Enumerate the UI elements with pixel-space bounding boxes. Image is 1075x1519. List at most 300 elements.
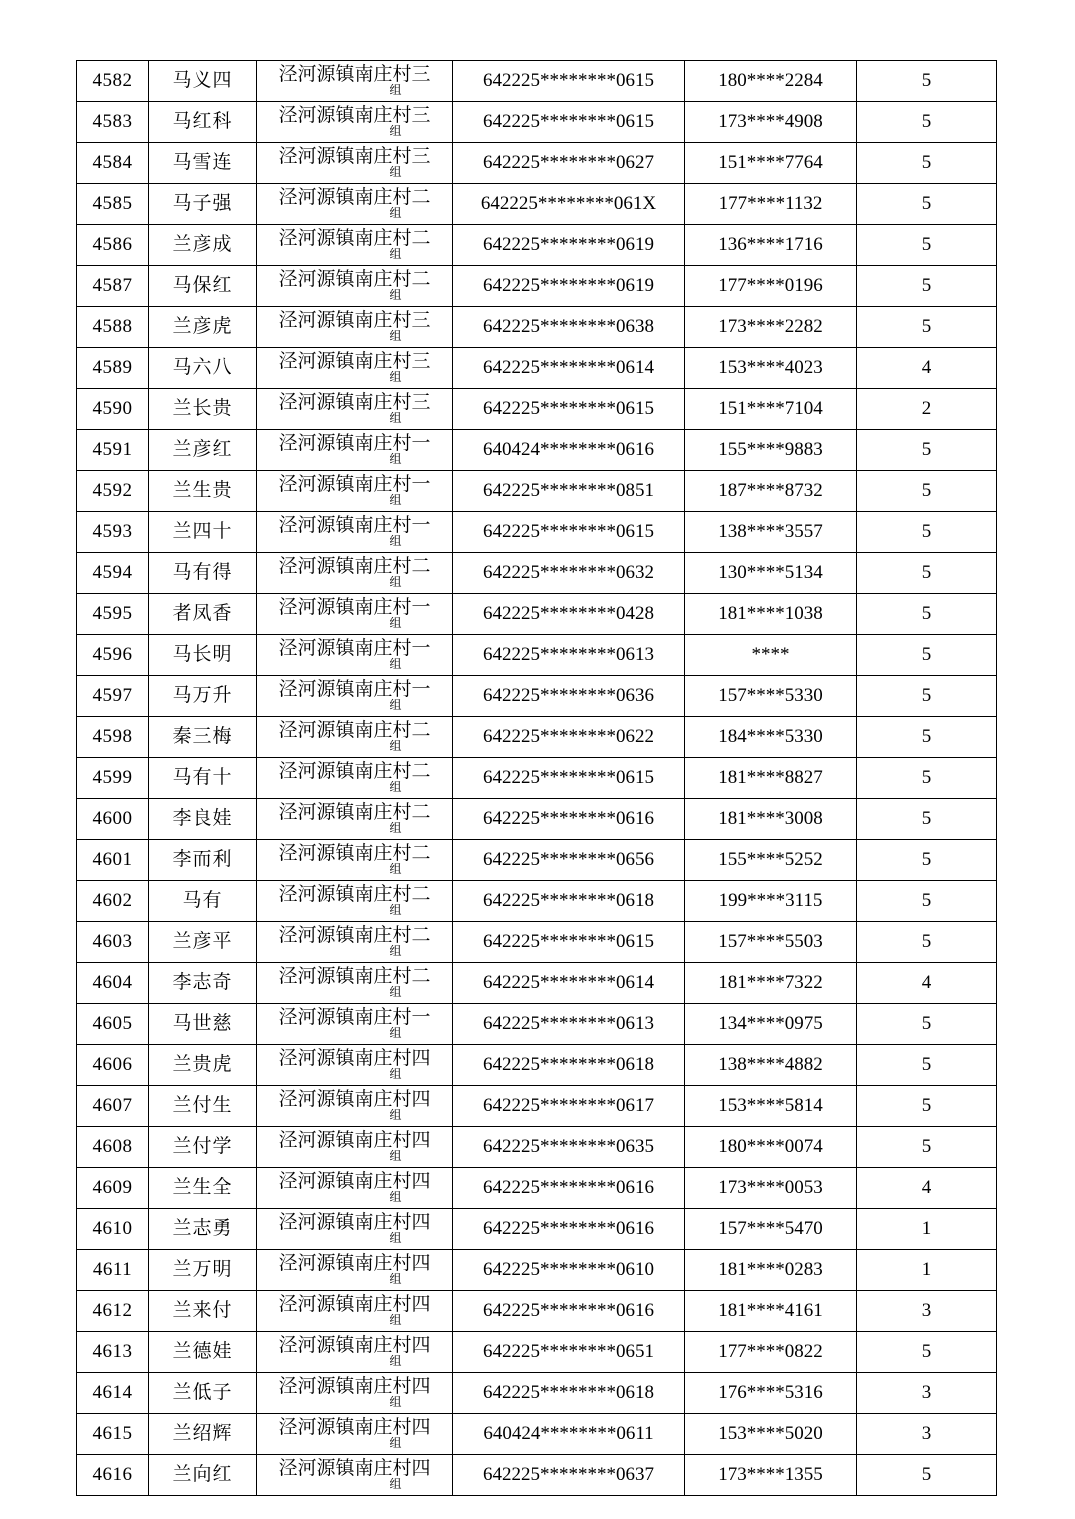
cell-phone: 173****2282: [685, 307, 857, 348]
address-line-primary: 泾河源镇南庄村一: [278, 597, 431, 619]
table-row: [77, 1414, 997, 1455]
cell-count: 5: [857, 922, 997, 963]
cell-address: [257, 1086, 453, 1127]
cell-count: 5: [857, 266, 997, 307]
address-line-primary: 泾河源镇南庄村四: [278, 1376, 431, 1398]
address-line-suffix: 组: [389, 247, 402, 262]
cell-count: 5: [857, 881, 997, 922]
address-line-suffix: 组: [389, 493, 402, 508]
address-line-primary: 泾河源镇南庄村三: [278, 351, 431, 373]
table-row: [77, 553, 997, 594]
cell-index: 4614: [77, 1373, 149, 1414]
cell-phone: 184****5330: [685, 717, 857, 758]
table-row: [77, 758, 997, 799]
address-line-suffix: 组: [389, 1477, 402, 1492]
cell-id-number: 642225********0615: [453, 512, 685, 553]
address-line-suffix: 组: [389, 1436, 402, 1451]
cell-index: 4603: [77, 922, 149, 963]
table-row: [77, 430, 997, 471]
cell-index: 4599: [77, 758, 149, 799]
cell-id-number: 642225********0618: [453, 1045, 685, 1086]
address-line-suffix: 组: [389, 83, 402, 98]
cell-phone: 181****0283: [685, 1250, 857, 1291]
cell-index: 4601: [77, 840, 149, 881]
cell-index: 4587: [77, 266, 149, 307]
cell-address: [257, 1414, 453, 1455]
cell-id-number: 642225********0610: [453, 1250, 685, 1291]
cell-index: 4606: [77, 1045, 149, 1086]
cell-phone: 157****5330: [685, 676, 857, 717]
cell-address: [257, 553, 453, 594]
table-row: [77, 512, 997, 553]
cell-phone: 173****4908: [685, 102, 857, 143]
cell-count: 3: [857, 1373, 997, 1414]
table-row: [77, 61, 997, 102]
cell-name: 兰彦红: [149, 430, 257, 471]
cell-address: [257, 635, 453, 676]
cell-count: 1: [857, 1250, 997, 1291]
address-line-suffix: 组: [389, 1190, 402, 1205]
table-row: [77, 307, 997, 348]
table-row: [77, 348, 997, 389]
cell-count: 4: [857, 963, 997, 1004]
cell-id-number: 642225********0618: [453, 881, 685, 922]
address-line-primary: 泾河源镇南庄村四: [278, 1171, 431, 1193]
cell-count: 5: [857, 225, 997, 266]
cell-id-number: 642225********0613: [453, 1004, 685, 1045]
address-line-suffix: 组: [389, 698, 402, 713]
cell-address: [257, 430, 453, 471]
address-line-primary: 泾河源镇南庄村二: [278, 720, 431, 742]
cell-address: [257, 881, 453, 922]
cell-name: 兰万明: [149, 1250, 257, 1291]
address-line-suffix: 组: [389, 657, 402, 672]
table-row: [77, 1332, 997, 1373]
address-line-primary: 泾河源镇南庄村二: [278, 187, 431, 209]
cell-name: 马雪连: [149, 143, 257, 184]
table-row: [77, 389, 997, 430]
cell-count: 3: [857, 1291, 997, 1332]
cell-name: 兰来付: [149, 1291, 257, 1332]
cell-address: [257, 143, 453, 184]
address-line-primary: 泾河源镇南庄村四: [278, 1212, 431, 1234]
table-row: [77, 1168, 997, 1209]
address-line-suffix: 组: [389, 575, 402, 590]
cell-id-number: 642225********0616: [453, 799, 685, 840]
cell-name: 李志奇: [149, 963, 257, 1004]
cell-count: 5: [857, 635, 997, 676]
cell-id-number: 642225********0616: [453, 1209, 685, 1250]
cell-name: 者凤香: [149, 594, 257, 635]
table-row: [77, 471, 997, 512]
address-line-primary: 泾河源镇南庄村二: [278, 228, 431, 250]
cell-phone: 153****4023: [685, 348, 857, 389]
cell-id-number: 642225********0614: [453, 963, 685, 1004]
cell-count: 5: [857, 430, 997, 471]
cell-id-number: 642225********0636: [453, 676, 685, 717]
cell-index: 4608: [77, 1127, 149, 1168]
address-line-suffix: 组: [389, 903, 402, 918]
roster-table-body: [77, 61, 997, 1496]
address-line-suffix: 组: [389, 1231, 402, 1246]
cell-count: 5: [857, 102, 997, 143]
cell-index: 4607: [77, 1086, 149, 1127]
cell-name: 兰低子: [149, 1373, 257, 1414]
cell-name: 李良娃: [149, 799, 257, 840]
cell-count: 5: [857, 61, 997, 102]
cell-index: 4609: [77, 1168, 149, 1209]
cell-name: 马有: [149, 881, 257, 922]
cell-name: 兰生贵: [149, 471, 257, 512]
cell-count: 5: [857, 758, 997, 799]
cell-address: [257, 1373, 453, 1414]
cell-address: [257, 1127, 453, 1168]
table-row: [77, 881, 997, 922]
address-line-suffix: 组: [389, 1149, 402, 1164]
cell-id-number: 642225********0617: [453, 1086, 685, 1127]
cell-phone: 155****9883: [685, 430, 857, 471]
cell-name: 兰生全: [149, 1168, 257, 1209]
table-row: [77, 676, 997, 717]
cell-count: 5: [857, 717, 997, 758]
cell-index: 4611: [77, 1250, 149, 1291]
cell-phone: 134****0975: [685, 1004, 857, 1045]
address-line-suffix: 组: [389, 411, 402, 426]
address-line-suffix: 组: [389, 165, 402, 180]
cell-address: [257, 389, 453, 430]
address-line-primary: 泾河源镇南庄村四: [278, 1335, 431, 1357]
address-line-primary: 泾河源镇南庄村二: [278, 884, 431, 906]
cell-id-number: 642225********0656: [453, 840, 685, 881]
table-row: [77, 225, 997, 266]
cell-id-number: 642225********0638: [453, 307, 685, 348]
table-row: [77, 963, 997, 1004]
cell-name: 兰彦成: [149, 225, 257, 266]
cell-phone: 157****5503: [685, 922, 857, 963]
cell-index: 4613: [77, 1332, 149, 1373]
cell-phone: 181****4161: [685, 1291, 857, 1332]
cell-name: 兰付生: [149, 1086, 257, 1127]
table-row: [77, 1086, 997, 1127]
cell-index: 4591: [77, 430, 149, 471]
cell-id-number: 642225********0632: [453, 553, 685, 594]
cell-phone: 181****7322: [685, 963, 857, 1004]
address-line-suffix: 组: [389, 329, 402, 344]
roster-table: [76, 60, 997, 1496]
cell-phone: 155****5252: [685, 840, 857, 881]
cell-id-number: 642225********0615: [453, 389, 685, 430]
cell-name: 兰志勇: [149, 1209, 257, 1250]
cell-address: [257, 1291, 453, 1332]
address-line-primary: 泾河源镇南庄村二: [278, 269, 431, 291]
cell-name: 秦三梅: [149, 717, 257, 758]
cell-name: 兰彦平: [149, 922, 257, 963]
cell-id-number: 642225********0614: [453, 348, 685, 389]
cell-index: 4610: [77, 1209, 149, 1250]
cell-name: 兰德娃: [149, 1332, 257, 1373]
cell-name: 兰贵虎: [149, 1045, 257, 1086]
cell-address: [257, 471, 453, 512]
address-line-primary: 泾河源镇南庄村二: [278, 843, 431, 865]
cell-count: 5: [857, 1127, 997, 1168]
cell-name: 马有得: [149, 553, 257, 594]
address-line-primary: 泾河源镇南庄村一: [278, 638, 431, 660]
cell-address: [257, 676, 453, 717]
cell-name: 马有十: [149, 758, 257, 799]
cell-name: 马长明: [149, 635, 257, 676]
cell-index: 4592: [77, 471, 149, 512]
cell-name: 兰彦虎: [149, 307, 257, 348]
address-line-suffix: 组: [389, 1026, 402, 1041]
address-line-suffix: 组: [389, 1272, 402, 1287]
cell-phone: 177****1132: [685, 184, 857, 225]
address-line-suffix: 组: [389, 1067, 402, 1082]
cell-index: 4582: [77, 61, 149, 102]
address-line-suffix: 组: [389, 534, 402, 549]
cell-name: 兰付学: [149, 1127, 257, 1168]
cell-address: [257, 266, 453, 307]
table-row: [77, 1045, 997, 1086]
table-row: [77, 1455, 997, 1496]
table-row: [77, 840, 997, 881]
cell-id-number: 642225********0637: [453, 1455, 685, 1496]
address-line-primary: 泾河源镇南庄村三: [278, 105, 431, 127]
cell-count: 5: [857, 1455, 997, 1496]
cell-count: 5: [857, 143, 997, 184]
address-line-primary: 泾河源镇南庄村四: [278, 1089, 431, 1111]
cell-name: 兰向红: [149, 1455, 257, 1496]
table-row: [77, 1127, 997, 1168]
cell-phone: 187****8732: [685, 471, 857, 512]
address-line-primary: 泾河源镇南庄村一: [278, 1007, 431, 1029]
table-row: [77, 266, 997, 307]
cell-count: 5: [857, 1332, 997, 1373]
cell-index: 4605: [77, 1004, 149, 1045]
cell-phone: 153****5020: [685, 1414, 857, 1455]
address-line-suffix: 组: [389, 616, 402, 631]
cell-count: 4: [857, 348, 997, 389]
cell-index: 4589: [77, 348, 149, 389]
cell-index: 4602: [77, 881, 149, 922]
address-line-primary: 泾河源镇南庄村二: [278, 925, 431, 947]
cell-address: [257, 184, 453, 225]
address-line-suffix: 组: [389, 1395, 402, 1410]
address-line-suffix: 组: [389, 985, 402, 1000]
cell-count: 5: [857, 512, 997, 553]
cell-id-number: 642225********0619: [453, 266, 685, 307]
address-line-primary: 泾河源镇南庄村三: [278, 392, 431, 414]
address-line-primary: 泾河源镇南庄村三: [278, 146, 431, 168]
cell-address: [257, 799, 453, 840]
table-row: [77, 717, 997, 758]
cell-address: [257, 758, 453, 799]
address-line-suffix: 组: [389, 206, 402, 221]
address-line-suffix: 组: [389, 944, 402, 959]
address-line-primary: 泾河源镇南庄村二: [278, 966, 431, 988]
cell-count: 5: [857, 676, 997, 717]
cell-count: 5: [857, 307, 997, 348]
address-line-suffix: 组: [389, 1354, 402, 1369]
cell-address: [257, 1332, 453, 1373]
cell-id-number: 642225********0615: [453, 922, 685, 963]
cell-count: 4: [857, 1168, 997, 1209]
address-line-primary: 泾河源镇南庄村四: [278, 1253, 431, 1275]
cell-id-number: 642225********0615: [453, 102, 685, 143]
cell-address: [257, 1455, 453, 1496]
cell-index: 4604: [77, 963, 149, 1004]
cell-index: 4595: [77, 594, 149, 635]
cell-index: 4616: [77, 1455, 149, 1496]
table-row: [77, 1004, 997, 1045]
address-line-suffix: 组: [389, 1313, 402, 1328]
cell-phone: 151****7104: [685, 389, 857, 430]
cell-count: 5: [857, 1004, 997, 1045]
cell-index: 4596: [77, 635, 149, 676]
table-row: [77, 143, 997, 184]
cell-id-number: 642225********0635: [453, 1127, 685, 1168]
cell-index: 4615: [77, 1414, 149, 1455]
address-line-primary: 泾河源镇南庄村四: [278, 1294, 431, 1316]
cell-id-number: 642225********0616: [453, 1168, 685, 1209]
cell-name: 马万升: [149, 676, 257, 717]
cell-id-number: 642225********0651: [453, 1332, 685, 1373]
cell-count: 5: [857, 594, 997, 635]
cell-address: [257, 61, 453, 102]
cell-index: 4584: [77, 143, 149, 184]
cell-address: [257, 1209, 453, 1250]
cell-count: 2: [857, 389, 997, 430]
table-row: [77, 1209, 997, 1250]
cell-id-number: 642225********061X: [453, 184, 685, 225]
address-line-primary: 泾河源镇南庄村四: [278, 1130, 431, 1152]
cell-phone: 176****5316: [685, 1373, 857, 1414]
cell-id-number: 642225********0615: [453, 61, 685, 102]
address-line-suffix: 组: [389, 124, 402, 139]
cell-count: 5: [857, 1086, 997, 1127]
cell-count: 5: [857, 799, 997, 840]
cell-index: 4594: [77, 553, 149, 594]
cell-address: [257, 348, 453, 389]
address-line-primary: 泾河源镇南庄村二: [278, 556, 431, 578]
cell-phone: 173****0053: [685, 1168, 857, 1209]
cell-address: [257, 717, 453, 758]
cell-id-number: 642225********0428: [453, 594, 685, 635]
address-line-suffix: 组: [389, 1108, 402, 1123]
cell-index: 4593: [77, 512, 149, 553]
cell-name: 马六八: [149, 348, 257, 389]
cell-phone: 180****0074: [685, 1127, 857, 1168]
cell-count: 5: [857, 1045, 997, 1086]
cell-phone: 181****1038: [685, 594, 857, 635]
cell-name: 马世慈: [149, 1004, 257, 1045]
address-line-primary: 泾河源镇南庄村二: [278, 802, 431, 824]
address-line-primary: 泾河源镇南庄村一: [278, 474, 431, 496]
address-line-suffix: 组: [389, 739, 402, 754]
cell-index: 4583: [77, 102, 149, 143]
cell-phone: 177****0822: [685, 1332, 857, 1373]
cell-address: [257, 594, 453, 635]
cell-count: 1: [857, 1209, 997, 1250]
table-row: [77, 184, 997, 225]
cell-address: [257, 1004, 453, 1045]
cell-index: 4598: [77, 717, 149, 758]
address-line-primary: 泾河源镇南庄村一: [278, 433, 431, 455]
cell-index: 4597: [77, 676, 149, 717]
address-line-suffix: 组: [389, 452, 402, 467]
cell-count: 5: [857, 840, 997, 881]
cell-phone: 177****0196: [685, 266, 857, 307]
cell-phone: 180****2284: [685, 61, 857, 102]
cell-address: [257, 963, 453, 1004]
cell-count: 3: [857, 1414, 997, 1455]
table-row: [77, 922, 997, 963]
cell-address: [257, 1168, 453, 1209]
cell-count: 5: [857, 553, 997, 594]
cell-index: 4585: [77, 184, 149, 225]
table-row: [77, 1291, 997, 1332]
cell-name: 马红科: [149, 102, 257, 143]
cell-index: 4612: [77, 1291, 149, 1332]
cell-id-number: 642225********0851: [453, 471, 685, 512]
table-row: [77, 635, 997, 676]
cell-id-number: 642225********0627: [453, 143, 685, 184]
cell-id-number: 642225********0622: [453, 717, 685, 758]
cell-name: 李而利: [149, 840, 257, 881]
cell-count: 5: [857, 184, 997, 225]
cell-name: 马子强: [149, 184, 257, 225]
cell-address: [257, 1045, 453, 1086]
cell-id-number: 642225********0615: [453, 758, 685, 799]
address-line-suffix: 组: [389, 780, 402, 795]
address-line-suffix: 组: [389, 821, 402, 836]
cell-name: 兰四十: [149, 512, 257, 553]
address-line-primary: 泾河源镇南庄村二: [278, 761, 431, 783]
table-row: [77, 799, 997, 840]
cell-phone: 138****3557: [685, 512, 857, 553]
cell-id-number: 642225********0613: [453, 635, 685, 676]
cell-phone: 199****3115: [685, 881, 857, 922]
cell-name: 兰绍辉: [149, 1414, 257, 1455]
address-line-suffix: 组: [389, 288, 402, 303]
cell-phone: 173****1355: [685, 1455, 857, 1496]
cell-id-number: 640424********0616: [453, 430, 685, 471]
cell-index: 4588: [77, 307, 149, 348]
cell-id-number: 640424********0611: [453, 1414, 685, 1455]
cell-phone: 151****7764: [685, 143, 857, 184]
cell-phone: 181****3008: [685, 799, 857, 840]
cell-address: [257, 922, 453, 963]
cell-phone: 181****8827: [685, 758, 857, 799]
address-line-primary: 泾河源镇南庄村一: [278, 515, 431, 537]
cell-phone: ****: [685, 635, 857, 676]
cell-address: [257, 102, 453, 143]
cell-name: 马义四: [149, 61, 257, 102]
address-line-suffix: 组: [389, 862, 402, 877]
cell-index: 4590: [77, 389, 149, 430]
cell-address: [257, 512, 453, 553]
cell-phone: 138****4882: [685, 1045, 857, 1086]
address-line-primary: 泾河源镇南庄村四: [278, 1417, 431, 1439]
cell-address: [257, 1250, 453, 1291]
table-row: [77, 1250, 997, 1291]
cell-address: [257, 225, 453, 266]
cell-address: [257, 840, 453, 881]
cell-id-number: 642225********0616: [453, 1291, 685, 1332]
address-line-primary: 泾河源镇南庄村三: [278, 310, 431, 332]
cell-index: 4600: [77, 799, 149, 840]
cell-phone: 136****1716: [685, 225, 857, 266]
cell-phone: 153****5814: [685, 1086, 857, 1127]
